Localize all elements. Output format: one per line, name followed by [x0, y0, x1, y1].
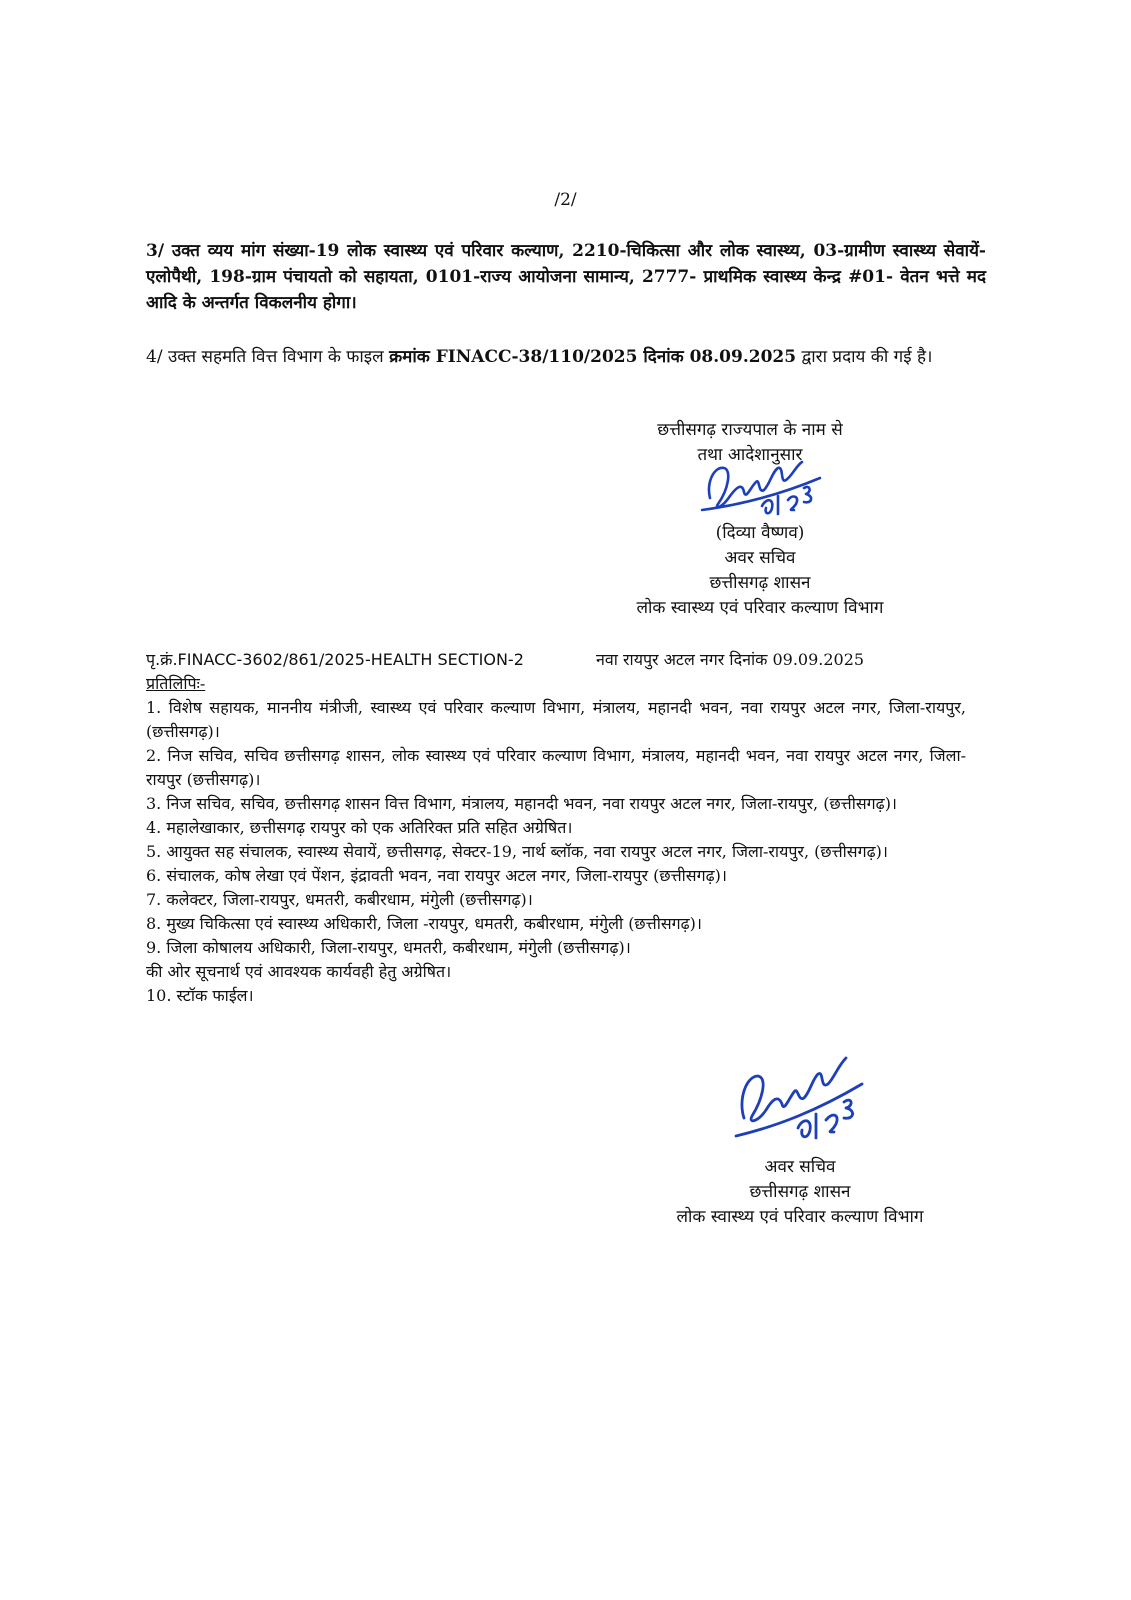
- signatory-name: (दिव्या वैष्णव): [715, 523, 805, 543]
- signatory-government: छत्तीसगढ़ शासन: [709, 573, 811, 593]
- paragraph-4-prefix: 4/ उक्त सहमति वित्त विभाग के फाइल: [146, 347, 390, 367]
- list-item: 2. निज सचिव, सचिव छत्तीसगढ़ शासन, लोक स्वास्थ्य एवं परिवार कल्याण विभाग, मंत्रालय, महानदी भवन, नवा रायपुर अटल नगर, जिला-रायपुर (छत्तीसगढ़)।: [146, 746, 966, 789]
- signature-block-2: [620, 1155, 980, 1230]
- list-item: 6. संचालक, कोष लेखा एवं पेंशन, इंद्रावती भवन, नवा रायपुर अटल नगर, जिला-रायपुर (छत्तीसगढ़)।: [146, 866, 727, 885]
- signature-block-1: [580, 521, 940, 621]
- list-item: 8. मुख्य चिकित्सा एवं स्वास्थ्य अधिकारी, जिला -रायपुर, धमतरी, कबीरधाम, मंगेुली (छत्तीसगढ़)।: [146, 914, 702, 933]
- handwritten-signature-2: [728, 1040, 878, 1155]
- signatory-department: लोक स्वास्थ्य एवं परिवार कल्याण विभाग: [636, 598, 884, 618]
- copy-list: [146, 696, 966, 1008]
- signatory-department-2: लोक स्वास्थ्य एवं परिवार कल्याण विभाग: [676, 1207, 924, 1227]
- list-item: 4. महालेखाकार, छत्तीसगढ़ रायपुर को एक अतिरिक्त प्रति सहित अग्रेषित।: [146, 818, 573, 837]
- handwritten-signature-1: [692, 448, 842, 528]
- signatory-government-2: छत्तीसगढ़ शासन: [749, 1182, 851, 1202]
- page-number: /2/: [554, 190, 577, 210]
- list-item: 9. जिला कोषालय अधिकारी, जिला-रायपुर, धमतरी, कबीरधाम, मंगेुली (छत्तीसगढ़)।: [146, 938, 631, 957]
- list-item: 5. आयुक्त सह संचालक, स्वास्थ्य सेवायें, छत्तीसगढ़, सेक्टर-19, नार्थ ब्लॉक, नवा रायपुर अटल नगर, जिला-रायपुर, (छत्तीसगढ़)।: [146, 842, 888, 861]
- paragraph-4-suffix: द्वारा प्रदाय की गई है।: [796, 347, 933, 367]
- by-order-line: तथा आदेशानुसार: [697, 445, 803, 465]
- list-item: 3. निज सचिव, सचिव, छत्तीसगढ़ शासन वित्त विभाग, मंत्रालय, महानदी भवन, नवा रायपुर अटल नगर, जिला-रायपुर, (छत्तीसगढ़)।: [146, 794, 897, 813]
- reference-number: पृ.क्रं.FINACC-3602/861/2025-HEALTH SECTION-2: [146, 650, 524, 669]
- signatory-designation: अवर सचिव: [724, 548, 796, 568]
- paragraph-3: 3/ उक्त व्यय मांग संख्या-19 लोक स्वास्थ्य एवं परिवार कल्याण, 2210-चिकित्सा और लोक स्वास्थ्य, 03-ग्रामीण स्वास्थ्य सेवायें-एलोपैथी, 198-ग्राम पंचायतो को सहायता, 0101-राज्य आयोजना सामान्य, 2777- प्राथमिक स्वास्थ्य केन्द्र #01- वेतन भत्ते मद आदि के अन्तर्गत विकलनीय होगा।: [146, 241, 986, 313]
- copy-heading: प्रतिलिपिः-: [146, 674, 206, 693]
- governor-name-line: छत्तीसगढ़ राज्यपाल के नाम से: [657, 420, 843, 440]
- paragraph-4-file-reference: क्रमांक FINACC-38/110/2025 दिनांक 08.09.2025: [389, 347, 797, 367]
- signatory-designation-2: अवर सचिव: [764, 1157, 836, 1177]
- reference-line: [146, 648, 986, 672]
- reference-place-date: नवा रायपुर अटल नगर दिनांक 09.09.2025: [596, 650, 865, 669]
- list-item: 10. स्टॉक फाईल।: [146, 986, 254, 1005]
- list-item: 7. कलेक्टर, जिला-रायपुर, धमतरी, कबीरधाम, मंगेुली (छत्तीसगढ़)।: [146, 890, 533, 909]
- list-item: की ओर सूचनार्थ एवं आवश्यक कार्यवही हेतु अग्रेषित।: [146, 962, 452, 981]
- paragraph-4: [146, 344, 986, 370]
- list-item: 1. विशेष सहायक, माननीय मंत्रीजी, स्वास्थ्य एवं परिवार कल्याण विभाग, मंत्रालय, महानदी भवन, नवा रायपुर अटल नगर, जिला-रायपुर, (छत्तीसगढ़)।: [146, 698, 966, 741]
